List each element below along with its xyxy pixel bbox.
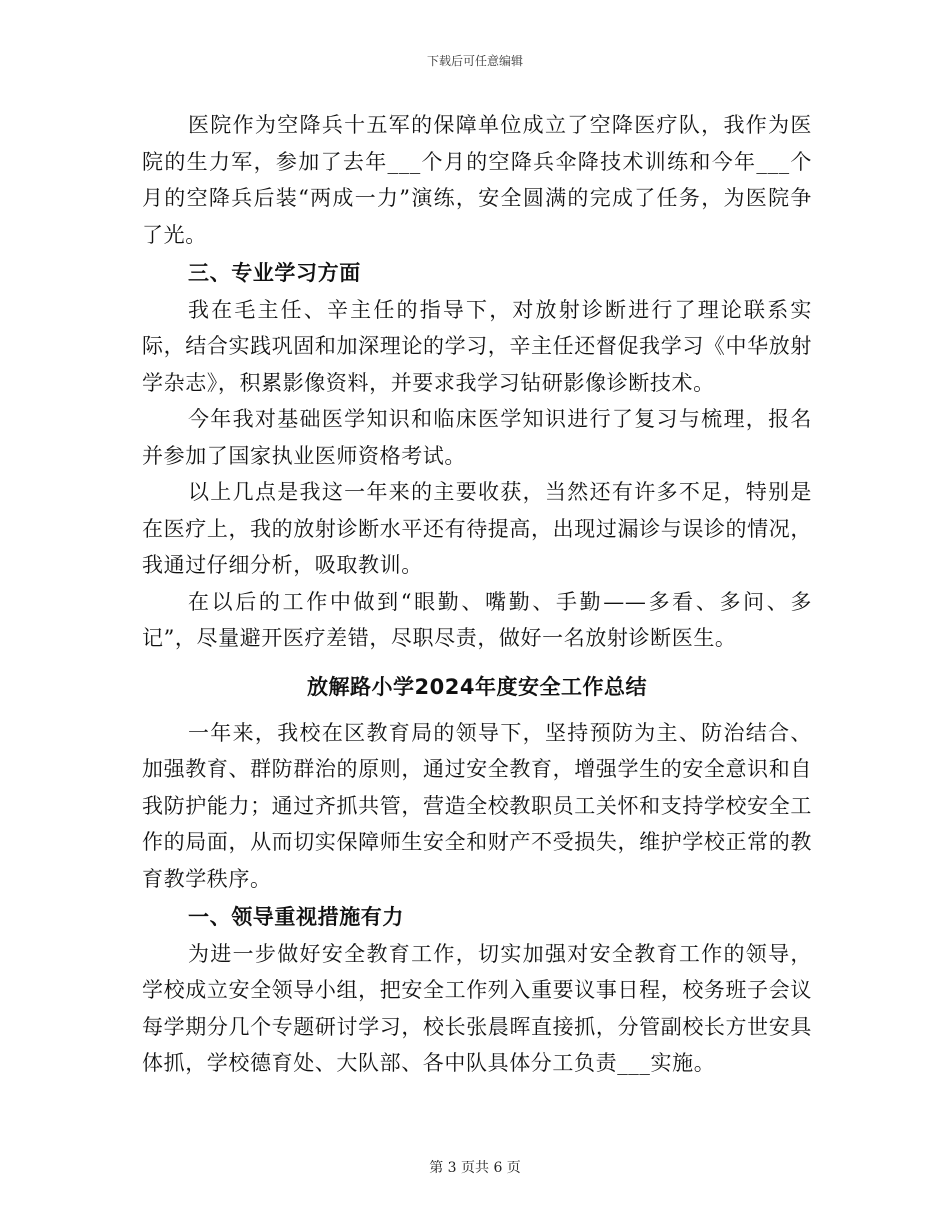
paragraph-theory-study: 我在毛主任、辛主任的指导下，对放射诊断进行了理论联系实际，结合实践巩固和加深理论的学习，辛主任还督促我学习《中华放射学杂志》，积累影像资料，并要求我学习钻研影像诊断技术。: [142, 297, 812, 395]
paragraph-leadership-measures: 为进一步做好安全教育工作，切实加强对安全教育工作的领导，学校成立安全领导小组，把安全工作列入重要议事日程，校务班子会议每学期分几个专题研讨学习，校长张晨晖直接抓，分管副校长方世安具体抓，学校德育处、大队部、各中队具体分工负责___实施。: [142, 941, 812, 1075]
paragraph-airborne-medical-team: 医院作为空降兵十五军的保障单位成立了空降医疗队，我作为医院的生力军，参加了去年___个月的空降兵伞降技术训练和今年___个月的空降兵后装“两成一力”演练，安全圆满的完成了任务，为医院争了光。: [142, 113, 812, 247]
paragraph-shortcomings: 以上几点是我这一年来的主要收获，当然还有许多不足，特别是在医疗上，我的放射诊断水平还有待提高，出现过漏诊与误诊的情况，我通过仔细分析，吸取教训。: [142, 480, 812, 577]
paragraph-exam: 今年我对基础医学知识和临床医学知识进行了复习与梳理，报名并参加了国家执业医师资格考试。: [142, 407, 812, 468]
section-heading-professional-study: 三、专业学习方面: [188, 261, 361, 285]
page-footer: 第 3 页共 6 页: [429, 1160, 521, 1176]
section-heading-leadership: 一、领导重视措施有力: [188, 905, 404, 929]
paragraph-future-plan: 在以后的工作中做到“眼勤、嘴勤、手勤——多看、多问、多记”，尽量避开医疗差错，尽职尽责，做好一名放射诊断医生。: [142, 589, 812, 650]
page-header: 下载后可任意编辑: [426, 54, 523, 68]
document-body: [142, 107, 812, 1082]
article-title: 放解路小学2024年度安全工作总结: [307, 674, 647, 699]
paragraph-safety-intro: 一年来，我校在区教育局的领导下，坚持预防为主、防治结合、加强教育、群防群治的原则，通过安全教育，增强学生的安全意识和自我防护能力；通过齐抓共管，营造全校教职员工关怀和支持学校安全工作的局面，从而切实保障师生安全和财产不受损失，维护学校正常的教育教学秩序。: [142, 720, 812, 891]
